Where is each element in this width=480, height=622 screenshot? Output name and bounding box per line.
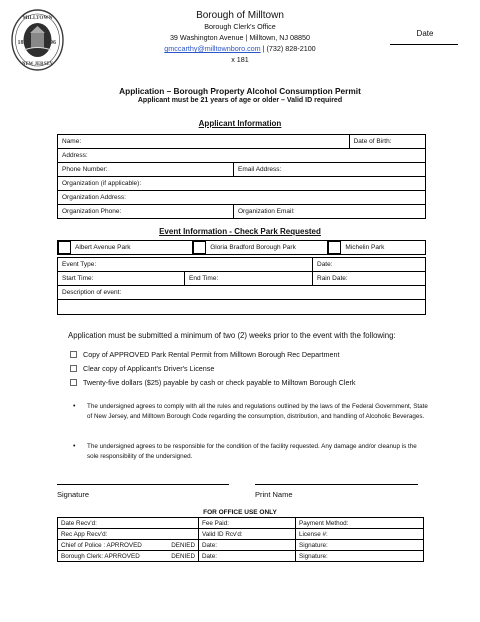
denied-label: DENIED [171,552,195,560]
checkbox-icon[interactable] [70,365,77,372]
requirement-text: Clear copy of Applicant's Driver's License [83,364,215,373]
requirement-text: Copy of APPROVED Park Rental Permit from Milltown Borough Rec Department [83,350,340,359]
valid-id-received-field[interactable]: Valid ID Rcv'd: [199,529,296,540]
requirements-intro: Application must be submitted a minimum of two (2) weeks prior to the event with the following: [68,331,396,340]
agreement-text: The undersigned agrees to comply with all the rules and regulations outlined by the laws of the Federal Government, State of New Jersey, and Milltown Borough Code regarding the consumption, distribution, and handling of Alcoholic Beverages. [87,403,428,420]
date-blank-line[interactable] [390,44,458,45]
name-field[interactable]: Name: [58,135,350,149]
park-option-gloria-bradford[interactable] [192,241,327,254]
approved-label: Chief of Police : APRROVED [61,541,142,549]
phone-extension: x 181 [231,55,249,64]
park-label: Gloria Bradford Borough Park [210,244,296,251]
table-row [58,529,424,540]
event-table [57,257,426,315]
park-label: Albert Avenue Park [75,244,131,251]
table-row [58,518,424,529]
park-option-michelin[interactable] [327,241,425,254]
seal-year-right: 96 [50,40,56,46]
bullet-icon: • [73,443,76,450]
payment-method-field[interactable]: Payment Method: [296,518,424,529]
office-phone: | (732) 828-2100 [260,44,316,53]
police-signature-field[interactable]: Signature: [296,540,424,551]
seal-year-left: 18 [17,40,24,46]
organization-address-field[interactable]: Organization Address: [58,191,426,205]
agreement-bullet [73,442,428,461]
phone-field[interactable]: Phone Number: [58,163,234,177]
park-option-albert[interactable] [58,241,192,254]
office-address: 39 Washington Avenue | Milltown, NJ 08850 [169,33,311,42]
agreement-text: The undersigned agrees to be responsible for the condition of the facility requested. Any damage and/or cleanup is the sole responsibility of the undersigned. [87,443,417,460]
office-use-table [57,517,424,562]
checkbox-icon[interactable] [328,241,341,254]
event-description-field[interactable]: Description of event: [58,286,426,300]
table-row [58,163,426,177]
print-name-line[interactable] [255,484,418,485]
license-number-field[interactable]: License #: [296,529,424,540]
event-description-blank[interactable] [58,300,426,315]
rain-date-field[interactable]: Rain Date: [313,272,426,286]
seal-top-text: MILLTOWN [22,15,53,21]
park-selection-row [57,240,426,255]
applicant-section-heading: Applicant Information [198,119,282,128]
contact-line [140,43,340,54]
organization-phone-field[interactable]: Organization Phone: [58,205,234,219]
clerk-signature-field[interactable]: Signature: [296,551,424,562]
signature-label: Signature [57,490,90,499]
agreement-bullet [73,402,428,421]
checkbox-icon[interactable] [70,379,77,386]
start-time-field[interactable]: Start Time: [58,272,185,286]
dob-field[interactable]: Date of Birth: [349,135,425,149]
table-row [58,286,426,300]
print-name-label: Print Name [255,490,293,499]
checkbox-icon[interactable] [193,241,206,254]
organization-field[interactable]: Organization (if applicable): [58,177,426,191]
address-field[interactable]: Address: [58,149,426,163]
table-row [58,177,426,191]
event-type-field[interactable]: Event Type: [58,258,313,272]
checkbox-icon[interactable] [58,241,71,254]
borough-name: Borough of Milltown [196,10,284,21]
bullet-icon: • [73,403,76,410]
table-row [58,205,426,219]
email-field[interactable]: Email Address: [234,163,426,177]
clerk-date-field[interactable]: Date: [199,551,296,562]
letterhead [140,10,340,65]
office-use-heading: FOR OFFICE USE ONLY [203,509,277,516]
seal-bottom-text: NEW JERSEY [22,62,53,67]
requirement-text: Twenty-five dollars ($25) payable by cash or check payable to Milltown Borough Clerk [83,378,356,387]
date-received-field[interactable]: Date Recv'd: [58,518,199,529]
checkbox-icon[interactable] [70,351,77,358]
applicant-table [57,134,426,219]
table-row [58,258,426,272]
table-row [58,149,426,163]
form-title: Application – Borough Property Alcohol Consumption Permit [119,86,361,96]
signature-line[interactable] [57,484,229,485]
table-row [58,272,426,286]
end-time-field[interactable]: End Time: [185,272,313,286]
fee-paid-field[interactable]: Fee Paid: [199,518,296,529]
borough-clerk-approval[interactable] [58,551,199,562]
event-date-field[interactable]: Date: [313,258,426,272]
rec-app-received-field[interactable]: Rec App Recv'd: [58,529,199,540]
chief-of-police-approval[interactable] [58,540,199,551]
event-section-heading: Event Information - Check Park Requested [159,227,321,236]
requirement-item [70,350,339,359]
requirement-item [70,378,355,387]
office-name: Borough Clerk's Office [204,22,276,31]
table-row [58,551,424,562]
table-row [58,540,424,551]
park-label: Michelin Park [345,244,385,251]
form-subtitle: Applicant must be 21 years of age or older – Valid ID required [137,97,343,104]
table-row [58,135,426,149]
denied-label: DENIED [171,541,195,549]
requirement-item [70,364,214,373]
approved-label: Borough Clerk: APRROVED [61,552,140,560]
table-row [58,191,426,205]
organization-email-field[interactable]: Organization Email: [234,205,426,219]
date-label: Date [416,29,434,38]
borough-seal [11,9,64,71]
email-link[interactable]: gmccarthy@milltownboro.com [164,44,261,53]
date-block [390,29,460,45]
police-date-field[interactable]: Date: [199,540,296,551]
table-row [58,300,426,315]
